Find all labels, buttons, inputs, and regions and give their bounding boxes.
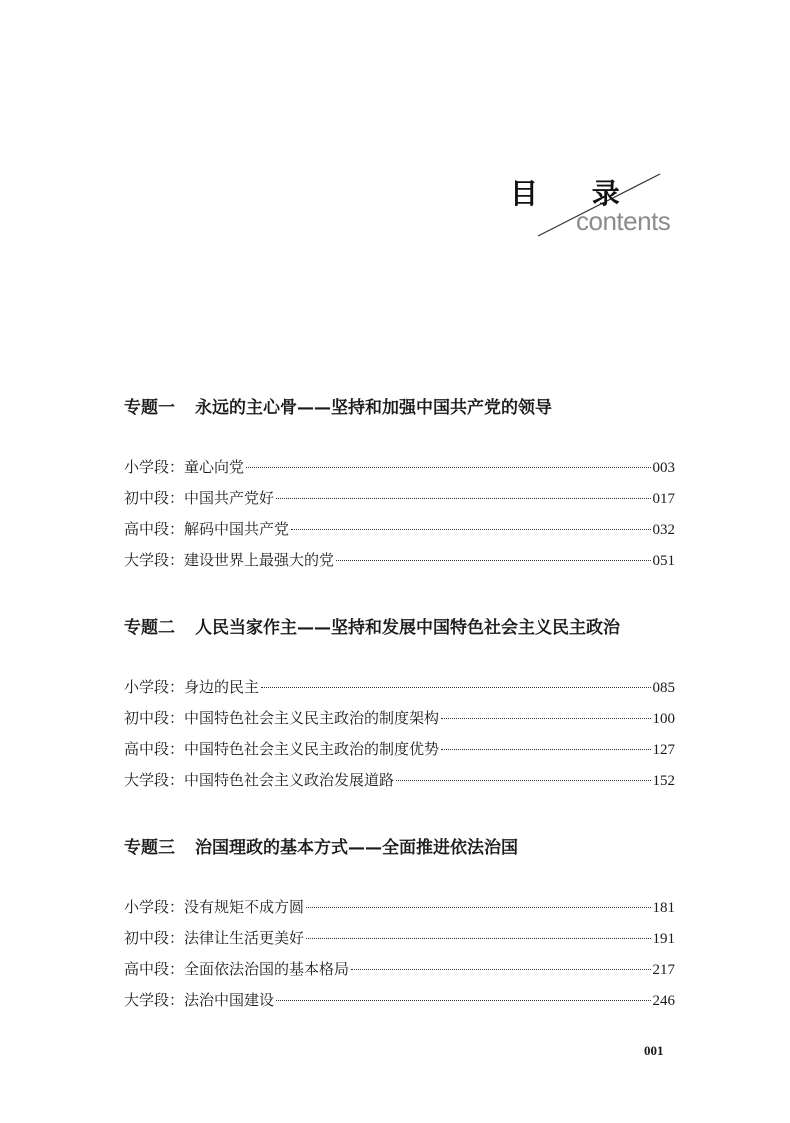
entry-title: 法治中国建设 [184,991,275,1009]
entry-stage: 大学段： [124,991,185,1009]
section-label: 专题二 [124,618,175,638]
dot-leader [441,718,650,719]
toc-sections [124,392,675,1052]
dot-leader [336,560,650,561]
entry-stage: 小学段： [124,898,185,916]
page-number: 001 [644,1043,664,1058]
entry-page-number: 181 [652,900,675,916]
section-label: 专题三 [124,838,175,858]
toc-entry[interactable] [124,672,675,703]
entry-title: 全面依法治国的基本格局 [184,960,350,978]
toc-section-2 [124,612,675,796]
entry-title: 没有规矩不成方圆 [184,898,305,916]
entry-stage: 小学段： [124,678,185,696]
entry-page-number: 100 [652,711,675,727]
toc-entry[interactable] [124,734,675,765]
toc-entry[interactable] [124,545,675,576]
entry-page-number: 152 [652,773,675,789]
toc-entry[interactable] [124,703,675,734]
toc-entry[interactable] [124,514,675,545]
entry-title: 中国特色社会主义民主政治的制度架构 [184,709,440,727]
dot-leader [276,498,650,499]
entry-stage: 初中段： [124,929,185,947]
toc-entry[interactable] [124,452,675,483]
dot-leader [276,1000,650,1001]
section-heading[interactable] [124,612,675,644]
dot-leader [306,907,650,908]
dot-leader [351,969,650,970]
section-title: 人民当家作主——坚持和发展中国特色社会主义民主政治 [195,618,620,638]
entry-title: 建设世界上最强大的党 [184,551,335,569]
entry-stage: 大学段： [124,551,185,569]
toc-title-chinese: 目 录 [510,177,642,210]
entry-page-number: 085 [652,680,675,696]
toc-entry[interactable] [124,985,675,1016]
entry-page-number: 191 [652,931,675,947]
section-title: 永远的主心骨——坚持和加强中国共产党的领导 [195,398,552,418]
entry-page-number: 127 [652,742,675,758]
toc-entry[interactable] [124,483,675,514]
entry-title: 法律让生活更美好 [184,929,305,947]
toc-entry[interactable] [124,923,675,954]
toc-section-1 [124,392,675,576]
dot-leader [396,780,650,781]
dot-leader [441,749,650,750]
toc-section-3 [124,832,675,1016]
entry-page-number: 217 [652,962,675,978]
entry-title: 童心向党 [184,458,245,476]
entry-title: 中国共产党好 [184,489,275,507]
entry-title: 中国特色社会主义民主政治的制度优势 [184,740,440,758]
toc-title-block [500,160,700,250]
dot-leader [246,467,650,468]
entry-stage: 高中段： [124,960,185,978]
entry-title: 中国特色社会主义政治发展道路 [184,771,395,789]
entry-stage: 初中段： [124,489,185,507]
entry-page-number: 017 [652,491,675,507]
entry-stage: 大学段： [124,771,185,789]
dot-leader [261,687,650,688]
entry-page-number: 246 [652,993,675,1009]
dot-leader [306,938,650,939]
entry-title: 身边的民主 [184,678,260,696]
entry-page-number: 051 [652,553,675,569]
toc-entry[interactable] [124,892,675,923]
entry-page-number: 003 [652,460,675,476]
toc-entry[interactable] [124,954,675,985]
entry-page-number: 032 [652,522,675,538]
entry-stage: 高中段： [124,740,185,758]
section-heading[interactable] [124,832,675,864]
entry-stage: 小学段： [124,458,185,476]
section-heading[interactable] [124,392,675,424]
entry-stage: 高中段： [124,520,185,538]
toc-entry[interactable] [124,765,675,796]
toc-title-english: contents [576,206,671,236]
dot-leader [291,529,650,530]
entry-stage: 初中段： [124,709,185,727]
section-title: 治国理政的基本方式——全面推进依法治国 [195,838,518,858]
entry-title: 解码中国共产党 [184,520,290,538]
section-label: 专题一 [124,398,175,418]
